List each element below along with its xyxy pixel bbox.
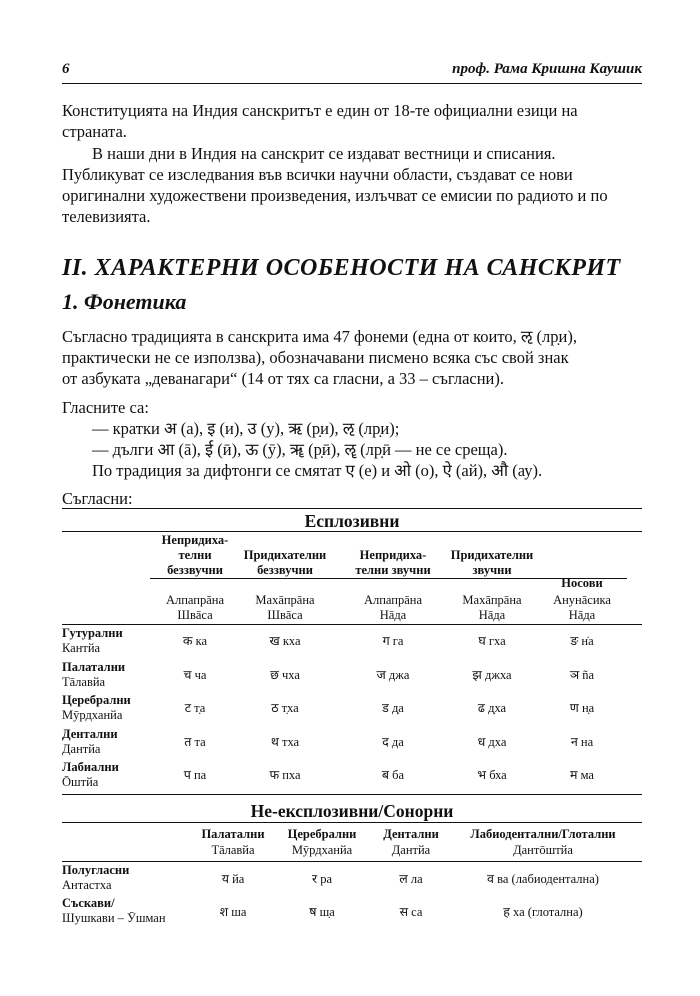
explosive-subheader-rule: [62, 624, 642, 625]
consonants-label: Съгласни:: [62, 489, 133, 508]
long-vowels: — дълги आ (ā), ई (ӣ), ऊ (ӯ), ॠ (р̣ӣ), ॡ (лр̣ӣ — не се среща).: [92, 440, 508, 459]
explosive-cell: ञ ña: [569, 667, 595, 682]
sonorant-row-subname: Шушкави – Ӯшман: [62, 911, 166, 925]
explosive-col-subheader: Алпапрāна Нāда: [363, 593, 423, 622]
phonetics-line-2: практически не се използва), обозначавани писмено всяка със свой знак: [62, 348, 569, 367]
subsection-title: 1. Фонетика: [62, 289, 187, 314]
explosive-table-title: Есплозивни: [304, 511, 400, 531]
explosive-col-header: Придихателни звучни: [450, 548, 534, 577]
explosive-row-name: Лабиални: [62, 760, 119, 774]
sonorant-col-subheader: Тāлавйа: [211, 843, 255, 857]
vowels-label: Гласните са:: [62, 398, 149, 417]
explosive-col-subheader: Алпапрāна Швāса: [165, 593, 225, 622]
explosive-cell: ठ т̣ха: [271, 701, 299, 715]
section-title: II. ХАРАКТЕРНИ ОСОБЕНОСТИ НА САНСКРИТ: [62, 255, 621, 281]
sonorant-header-rule: [62, 861, 642, 862]
explosive-col-header: Носови: [561, 576, 603, 590]
sonorant-cell: श ша: [219, 905, 247, 919]
diphthongs: По традиция за дифтонги се смятат ए (е) и ओ (о), ऐ (ай), औ (ау).: [92, 461, 543, 480]
explosive-cell: ट т̣а: [184, 701, 206, 715]
sonorant-cell: स са: [399, 905, 423, 919]
page-number: 6: [62, 61, 70, 77]
explosive-row-name: Дентални: [62, 726, 118, 741]
sonorant-title-rule: [62, 822, 642, 823]
table-rule-below-title: [62, 531, 642, 532]
sonorant-table-title: Не-експлозивни/Сонорни: [250, 801, 454, 821]
explosive-cell: घ гха: [478, 634, 506, 648]
explosive-cell: ख кха: [269, 634, 301, 648]
intro-paragraph-2: В наши дни в Индия на санскрит се издават вестници и списания. Публикуват се изследвания във всички научни области, създават се нови оригинални художествени произведения, излъчват се емисии по радиото и по телевизията.: [62, 144, 608, 226]
sonorant-col-header: Лабиодентални/Глотални: [470, 827, 616, 841]
explosive-cell: ड д̣а: [382, 701, 404, 715]
explosive-cell: त та: [184, 734, 206, 749]
short-vowels: — кратки अ (а), इ (и), उ (у), ऋ (р̣и), ऌ (лр̣и);: [92, 419, 400, 438]
explosive-cell: न на: [570, 734, 594, 749]
explosive-col-subheader: Махāпрāна Нāда: [462, 593, 522, 622]
explosive-row-subname: Мӯрдханйа: [62, 708, 123, 722]
sonorant-col-subheader: Дантōштйа: [513, 843, 573, 857]
sonorant-row-name: Полугласни: [62, 863, 130, 877]
explosive-row-subname: Ōштйа: [62, 775, 99, 789]
explosive-cell: ढ д̣ха: [477, 701, 507, 715]
explosive-col-subheader: Махāпрāна Швāса: [255, 593, 315, 622]
explosive-row-name: Гутурални: [62, 626, 123, 640]
explosive-cell: द да: [382, 734, 404, 749]
explosive-cell: भ бха: [477, 768, 507, 782]
explosive-table-bottom-rule: [62, 794, 642, 795]
sonorant-cell: र ра: [311, 872, 333, 886]
explosive-cell: ग га: [382, 634, 404, 648]
explosive-cell: म ма: [570, 768, 594, 782]
explosive-col-header: Непридиха- телни беззвучни: [161, 533, 229, 577]
explosive-cell: क ка: [182, 634, 208, 648]
sonorant-col-header: Церебрални: [287, 827, 357, 841]
explosive-col-header: Придихателни беззвучни: [243, 548, 327, 577]
explosive-cell: फ пха: [269, 768, 301, 782]
explosive-col-header: Непридиха- телни звучни: [355, 548, 431, 577]
sonorant-cell: ष ш̣а: [309, 905, 335, 919]
explosive-cell: ज джа: [376, 667, 410, 682]
table-rule-top: [62, 508, 642, 509]
explosive-row-subname: Тāлавйа: [62, 674, 106, 689]
explosive-header-rule: [150, 578, 627, 579]
explosive-cell: थ тха: [270, 734, 300, 749]
sonorant-cell: व ва (лабиодентална): [487, 872, 599, 886]
phonetics-line-3: от азбуката „деванагари“ (14 от тях са гласни, а 33 – съгласни).: [62, 369, 504, 388]
sonorant-cell: य йа: [221, 872, 245, 886]
sonorant-col-header: Палатални: [201, 827, 265, 841]
sonorant-col-subheader: Мӯрдханйа: [291, 843, 353, 857]
explosive-row-subname: Дантйа: [62, 741, 101, 756]
explosive-cell: च ча: [183, 667, 207, 682]
sonorant-cell: ल ла: [399, 872, 423, 886]
explosive-cell: ब ба: [381, 768, 405, 782]
sonorant-row-subname: Антастха: [62, 878, 112, 892]
explosive-cell: ण н̣а: [569, 701, 595, 715]
sonorant-col-subheader: Дантйа: [391, 843, 431, 857]
explosive-row-subname: Кантйа: [62, 641, 101, 655]
phonetics-line-1: Съгласно традицията в санскрита има 47 фонеми (една от които, ऌ (лр̣и),: [62, 327, 577, 346]
sonorant-col-header: Дентални: [383, 827, 439, 841]
explosive-row-name: Церебрални: [62, 693, 131, 707]
sonorant-cell: ह ха (глотална): [503, 905, 583, 919]
explosive-cell: छ чха: [270, 667, 300, 682]
header-rule: [62, 83, 642, 84]
sonorant-row-name: Съскави/: [62, 896, 115, 910]
explosive-col-subheader: Анунāсика Нāда: [553, 593, 611, 622]
intro-paragraph-1: Конституцията на Индия санскритът е един от 18-те официални езици на страната.: [62, 101, 578, 141]
explosive-cell: झ джха: [472, 667, 512, 682]
explosive-cell: प па: [183, 768, 207, 782]
explosive-row-name: Палатални: [62, 659, 126, 674]
explosive-cell: ध дха: [477, 734, 507, 749]
explosive-cell: ङ н̇а: [570, 634, 594, 648]
running-header-author: проф. Рама Кришна Каушик: [452, 61, 642, 77]
